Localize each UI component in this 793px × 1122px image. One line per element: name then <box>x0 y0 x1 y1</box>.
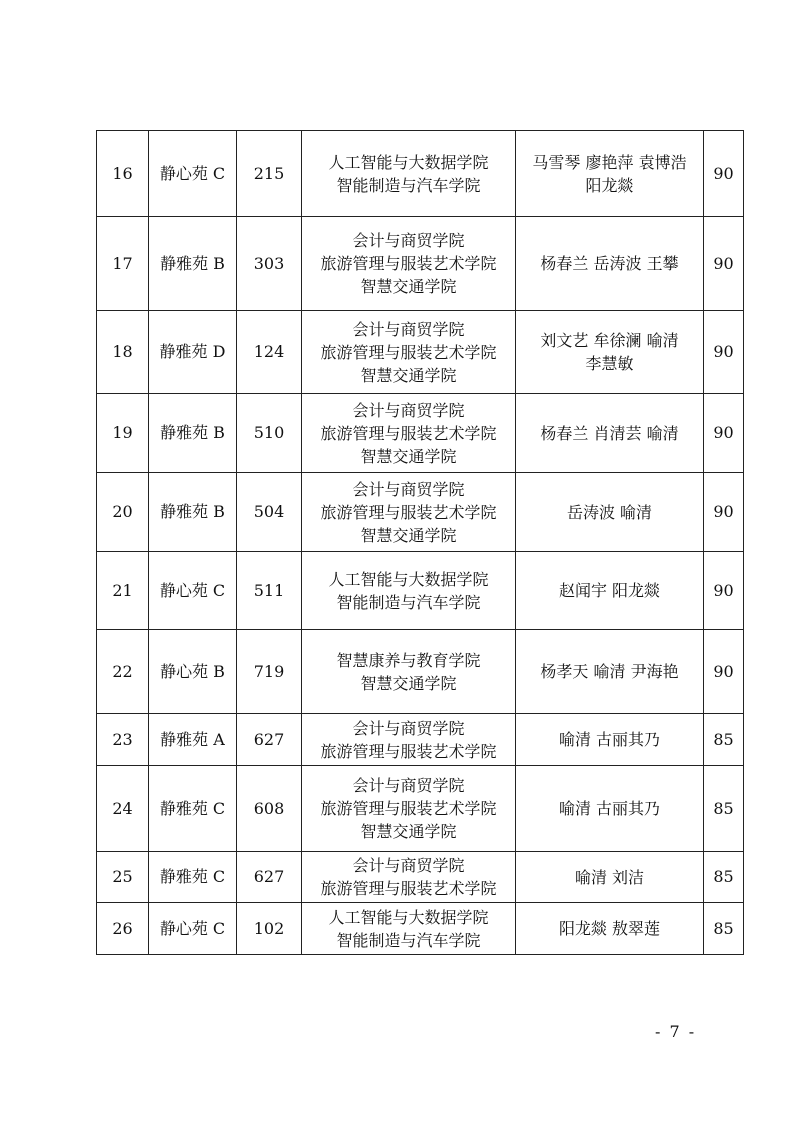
dormitory-score-table <box>96 130 744 955</box>
cell-departments <box>302 552 516 630</box>
cell-no: 21 <box>97 552 149 630</box>
department-line: 会计与商贸学院 <box>352 400 465 420</box>
cell-no: 25 <box>97 852 149 903</box>
names-line: 喻清 古丽其乃 <box>558 730 661 749</box>
department-line: 旅游管理与服装艺术学院 <box>320 502 497 522</box>
department-line: 旅游管理与服装艺术学院 <box>320 799 497 818</box>
cell-names <box>516 394 704 473</box>
cell-score: 85 <box>704 852 744 903</box>
table-row <box>97 714 744 766</box>
table-row <box>97 311 744 394</box>
cell-names <box>516 852 704 903</box>
names-line: 喻清 古丽其乃 <box>558 799 661 818</box>
cell-departments <box>302 131 516 217</box>
cell-room: 504 <box>237 473 302 552</box>
cell-building: 静雅苑 B <box>149 217 237 311</box>
department-line: 人工智能与大数据学院 <box>328 152 489 172</box>
names-line: 岳涛波 喻清 <box>566 502 653 522</box>
department-line: 智慧交通学院 <box>360 673 457 693</box>
cell-departments <box>302 473 516 552</box>
cell-names <box>516 766 704 852</box>
department-line: 智慧交通学院 <box>360 525 457 545</box>
cell-score: 90 <box>704 217 744 311</box>
names-line: 赵闻宇 阳龙燚 <box>558 581 661 600</box>
department-line: 会计与商贸学院 <box>352 319 465 339</box>
cell-no: 22 <box>97 630 149 714</box>
names-line: 喻清 刘洁 <box>574 867 645 887</box>
cell-names <box>516 217 704 311</box>
cell-building: 静雅苑 B <box>149 473 237 552</box>
cell-names <box>516 630 704 714</box>
cell-no: 19 <box>97 394 149 473</box>
department-line: 会计与商贸学院 <box>352 856 465 875</box>
names-line: 杨春兰 肖清芸 喻清 <box>540 423 679 443</box>
cell-departments <box>302 217 516 311</box>
table-row <box>97 473 744 552</box>
cell-no: 16 <box>97 131 149 217</box>
cell-room: 124 <box>237 311 302 394</box>
department-line: 智能制造与汽车学院 <box>336 930 481 950</box>
cell-building: 静心苑 C <box>149 552 237 630</box>
department-line: 智慧康养与教育学院 <box>336 650 481 670</box>
cell-departments <box>302 311 516 394</box>
table-row <box>97 394 744 473</box>
names-line: 李慧敏 <box>585 354 634 373</box>
names-line: 马雪琴 廖艳萍 袁博浩 <box>532 152 687 172</box>
cell-building: 静心苑 C <box>149 131 237 217</box>
cell-room: 102 <box>237 903 302 955</box>
cell-building: 静雅苑 C <box>149 852 237 903</box>
department-line: 会计与商贸学院 <box>352 776 465 795</box>
cell-room: 608 <box>237 766 302 852</box>
cell-departments <box>302 766 516 852</box>
cell-room: 215 <box>237 131 302 217</box>
cell-building: 静雅苑 D <box>149 311 237 394</box>
department-line: 会计与商贸学院 <box>352 718 465 738</box>
department-line: 智慧交通学院 <box>360 446 457 466</box>
names-line: 刘文艺 牟徐澜 喻清 <box>540 331 679 350</box>
cell-score: 90 <box>704 552 744 630</box>
department-line: 人工智能与大数据学院 <box>328 569 489 589</box>
department-line: 会计与商贸学院 <box>352 479 465 499</box>
cell-departments <box>302 852 516 903</box>
cell-building: 静雅苑 C <box>149 766 237 852</box>
cell-names <box>516 903 704 955</box>
cell-building: 静心苑 B <box>149 630 237 714</box>
department-line: 智慧交通学院 <box>360 822 457 841</box>
cell-no: 24 <box>97 766 149 852</box>
cell-no: 20 <box>97 473 149 552</box>
names-line: 杨春兰 岳涛波 王攀 <box>540 254 679 273</box>
table-row <box>97 552 744 630</box>
department-line: 旅游管理与服装艺术学院 <box>320 879 497 898</box>
department-line: 智慧交通学院 <box>360 277 457 296</box>
cell-room: 303 <box>237 217 302 311</box>
cell-no: 23 <box>97 714 149 766</box>
cell-score: 85 <box>704 714 744 766</box>
cell-departments <box>302 714 516 766</box>
cell-building: 静雅苑 B <box>149 394 237 473</box>
cell-names <box>516 311 704 394</box>
cell-names <box>516 714 704 766</box>
names-line: 阳龙燚 <box>585 175 634 195</box>
cell-names <box>516 131 704 217</box>
department-line: 旅游管理与服装艺术学院 <box>320 342 497 362</box>
department-line: 会计与商贸学院 <box>352 231 465 250</box>
cell-score: 85 <box>704 903 744 955</box>
cell-score: 90 <box>704 311 744 394</box>
table-row <box>97 630 744 714</box>
cell-room: 627 <box>237 852 302 903</box>
cell-room: 627 <box>237 714 302 766</box>
cell-score: 85 <box>704 766 744 852</box>
table-row <box>97 766 744 852</box>
cell-no: 17 <box>97 217 149 311</box>
cell-room: 511 <box>237 552 302 630</box>
page-number: - 7 - <box>655 1022 697 1041</box>
department-line: 旅游管理与服装艺术学院 <box>320 741 497 761</box>
cell-departments <box>302 903 516 955</box>
table-body <box>97 131 744 955</box>
cell-room: 510 <box>237 394 302 473</box>
department-line: 智能制造与汽车学院 <box>336 175 481 195</box>
cell-no: 18 <box>97 311 149 394</box>
cell-score: 90 <box>704 131 744 217</box>
cell-score: 90 <box>704 630 744 714</box>
table-row <box>97 131 744 217</box>
department-line: 旅游管理与服装艺术学院 <box>320 254 497 273</box>
cell-no: 26 <box>97 903 149 955</box>
table-row <box>97 903 744 955</box>
names-line: 杨孝天 喻清 尹海艳 <box>540 662 679 681</box>
department-line: 人工智能与大数据学院 <box>328 907 489 927</box>
cell-names <box>516 552 704 630</box>
table-row <box>97 852 744 903</box>
names-line: 阳龙燚 敖翠莲 <box>558 919 661 938</box>
department-line: 旅游管理与服装艺术学院 <box>320 423 497 443</box>
cell-departments <box>302 394 516 473</box>
cell-building: 静心苑 C <box>149 903 237 955</box>
table-row <box>97 217 744 311</box>
cell-score: 90 <box>704 394 744 473</box>
cell-names <box>516 473 704 552</box>
cell-room: 719 <box>237 630 302 714</box>
department-line: 智能制造与汽车学院 <box>336 592 481 612</box>
cell-departments <box>302 630 516 714</box>
cell-score: 90 <box>704 473 744 552</box>
cell-building: 静雅苑 A <box>149 714 237 766</box>
department-line: 智慧交通学院 <box>360 365 457 385</box>
